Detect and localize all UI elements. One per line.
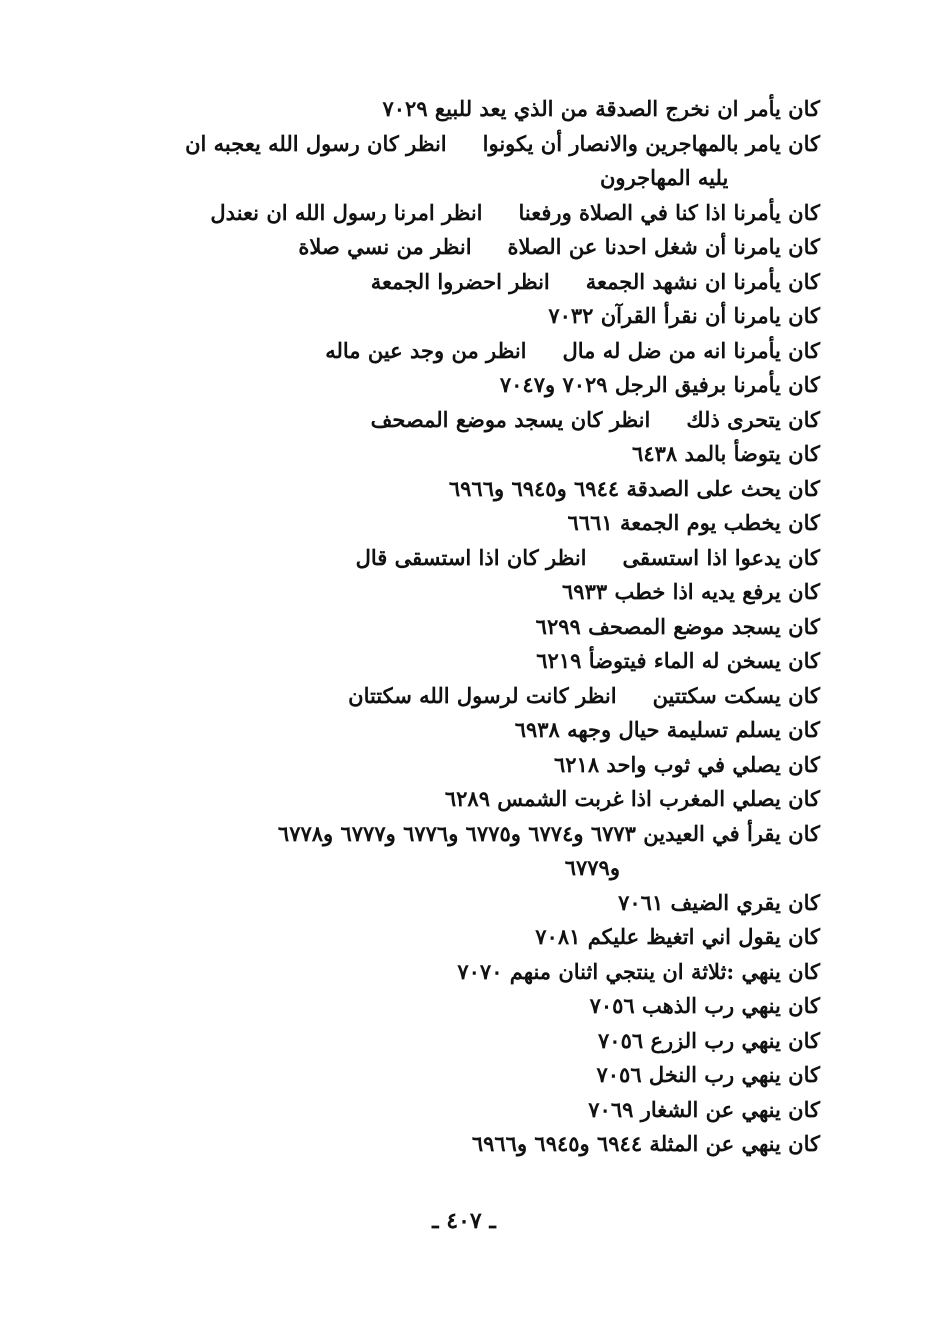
entry-text: كان يصلي المغرب اذا غربت الشمس ٦٢٨٩ (444, 786, 820, 811)
index-entry (90, 748, 820, 783)
entry-see-reference: انظر كان اذا استسقى قال (355, 544, 587, 570)
entry-text: كان يدعوا اذا استسقى (622, 544, 820, 570)
entry-text: كان يتوضأ بالمد ٦٤٣٨ (632, 441, 820, 466)
entry-text: كان يقري الضيف ٧٠٦١ (618, 889, 820, 915)
index-entry (90, 541, 820, 576)
entry-see-reference: انظر كانت لرسول الله سكتتان (348, 682, 617, 708)
entry-see-reference: انظر من نسي صلاة (298, 234, 472, 259)
entry-text: كان ينهي رب الزرع ٧٠٥٦ (598, 1027, 820, 1053)
index-entry (90, 265, 820, 300)
index-entry (90, 955, 820, 990)
index-entry (90, 299, 820, 334)
page-number: ـ ٤٠٧ ـ (432, 1208, 496, 1234)
entry-text: كان يقول اني اتغيظ عليكم ٧٠٨١ (535, 924, 820, 949)
entry-see-reference: انظر كان رسول الله يعجبه ان (185, 130, 447, 156)
entry-text: كان يأمرنا ان نشهد الجمعة (585, 268, 820, 294)
entry-text: كان يسجد موضع المصحف ٦٢٩٩ (535, 613, 820, 639)
entry-text: كان يحث على الصدقة ٦٩٤٤ و٦٩٤٥ و٦٩٦٦ (448, 475, 820, 501)
entry-text: كان يامرنا أن شغل احدنا عن الصلاة (507, 234, 820, 259)
index-entry (90, 1058, 820, 1093)
index-entry (90, 817, 820, 886)
entry-text: كان يأمرنا انه من ضل له مال (562, 337, 820, 363)
index-entry (90, 989, 820, 1024)
entry-text: كان يامر بالمهاجرين والانصار أن يكونوا (482, 130, 820, 156)
index-list (90, 92, 820, 1162)
index-entry (90, 368, 820, 403)
entry-text: كان يأمر ان نخرج الصدقة من الذي يعد للبيع ٧٠٢٩ (382, 96, 820, 121)
entry-text: كان ينهي رب الذهب ٧٠٥٦ (589, 993, 820, 1018)
index-entry (90, 713, 820, 748)
entry-text: كان يرفع يديه اذا خطب ٦٩٣٣ (562, 579, 820, 604)
entry-text: كان يتحرى ذلك (686, 406, 820, 432)
index-entry (90, 920, 820, 955)
index-entry (90, 575, 820, 610)
entry-continuation: يليه المهاجرون (600, 165, 729, 190)
entry-text: كان يقرأ في العيدين ٦٧٧٣ و٦٧٧٤ و٦٧٧٥ و٦٧٧٦ و٦٧٧٧ و٦٧٧٨ (277, 820, 820, 846)
index-entry (90, 886, 820, 921)
index-entry (90, 196, 820, 231)
entry-see-reference: انظر من وجد عين ماله (325, 337, 527, 363)
index-entry (90, 437, 820, 472)
index-entry (90, 1093, 820, 1128)
entry-text: كان يسلم تسليمة حيال وجهه ٦٩٣٨ (514, 717, 820, 742)
index-entry (90, 472, 820, 507)
entry-see-reference: انظر كان يسجد موضع المصحف (370, 406, 651, 432)
index-entry (90, 230, 820, 265)
entry-continuation: و٦٧٧٩ (564, 855, 620, 880)
index-entry (90, 403, 820, 438)
index-entry (90, 679, 820, 714)
entry-text: كان ينهي عن المثلة ٦٩٤٤ و٦٩٤٥ و٦٩٦٦ (471, 1131, 820, 1156)
entry-text: كان ينهي :ثلاثة ان ينتجي اثنان منهم ٧٠٧٠ (457, 958, 820, 984)
index-entry (90, 127, 820, 196)
entry-text: كان ينهي عن الشغار ٧٠٦٩ (588, 1096, 820, 1122)
index-entry (90, 1127, 820, 1162)
index-entry (90, 1024, 820, 1059)
entry-text: كان يامرنا أن نقرأ القرآن ٧٠٣٢ (548, 303, 820, 328)
index-entry (90, 506, 820, 541)
entry-text: كان يأمرنا برفيق الرجل ٧٠٢٩ و٧٠٤٧ (499, 372, 820, 397)
entry-text: كان يصلي في ثوب واحد ٦٢١٨ (554, 751, 820, 777)
index-entry (90, 644, 820, 679)
entry-text: كان ينهي رب النخل ٧٠٥٦ (596, 1062, 820, 1087)
index-entry (90, 334, 820, 369)
entry-see-reference: انظر امرنا رسول الله ان نعندل (210, 199, 483, 225)
entry-text: كان يسكت سكتتين (652, 682, 820, 708)
index-entry (90, 610, 820, 645)
entry-text: كان يخطب يوم الجمعة ٦٦٦١ (567, 510, 820, 535)
entry-text: كان يأمرنا اذا كنا في الصلاة ورفعنا (518, 199, 820, 225)
entry-text: كان يسخن له الماء فيتوضأ ٦٢١٩ (536, 648, 820, 673)
index-entry (90, 92, 820, 127)
entry-see-reference: انظر احضروا الجمعة (370, 268, 550, 294)
index-entry (90, 782, 820, 817)
